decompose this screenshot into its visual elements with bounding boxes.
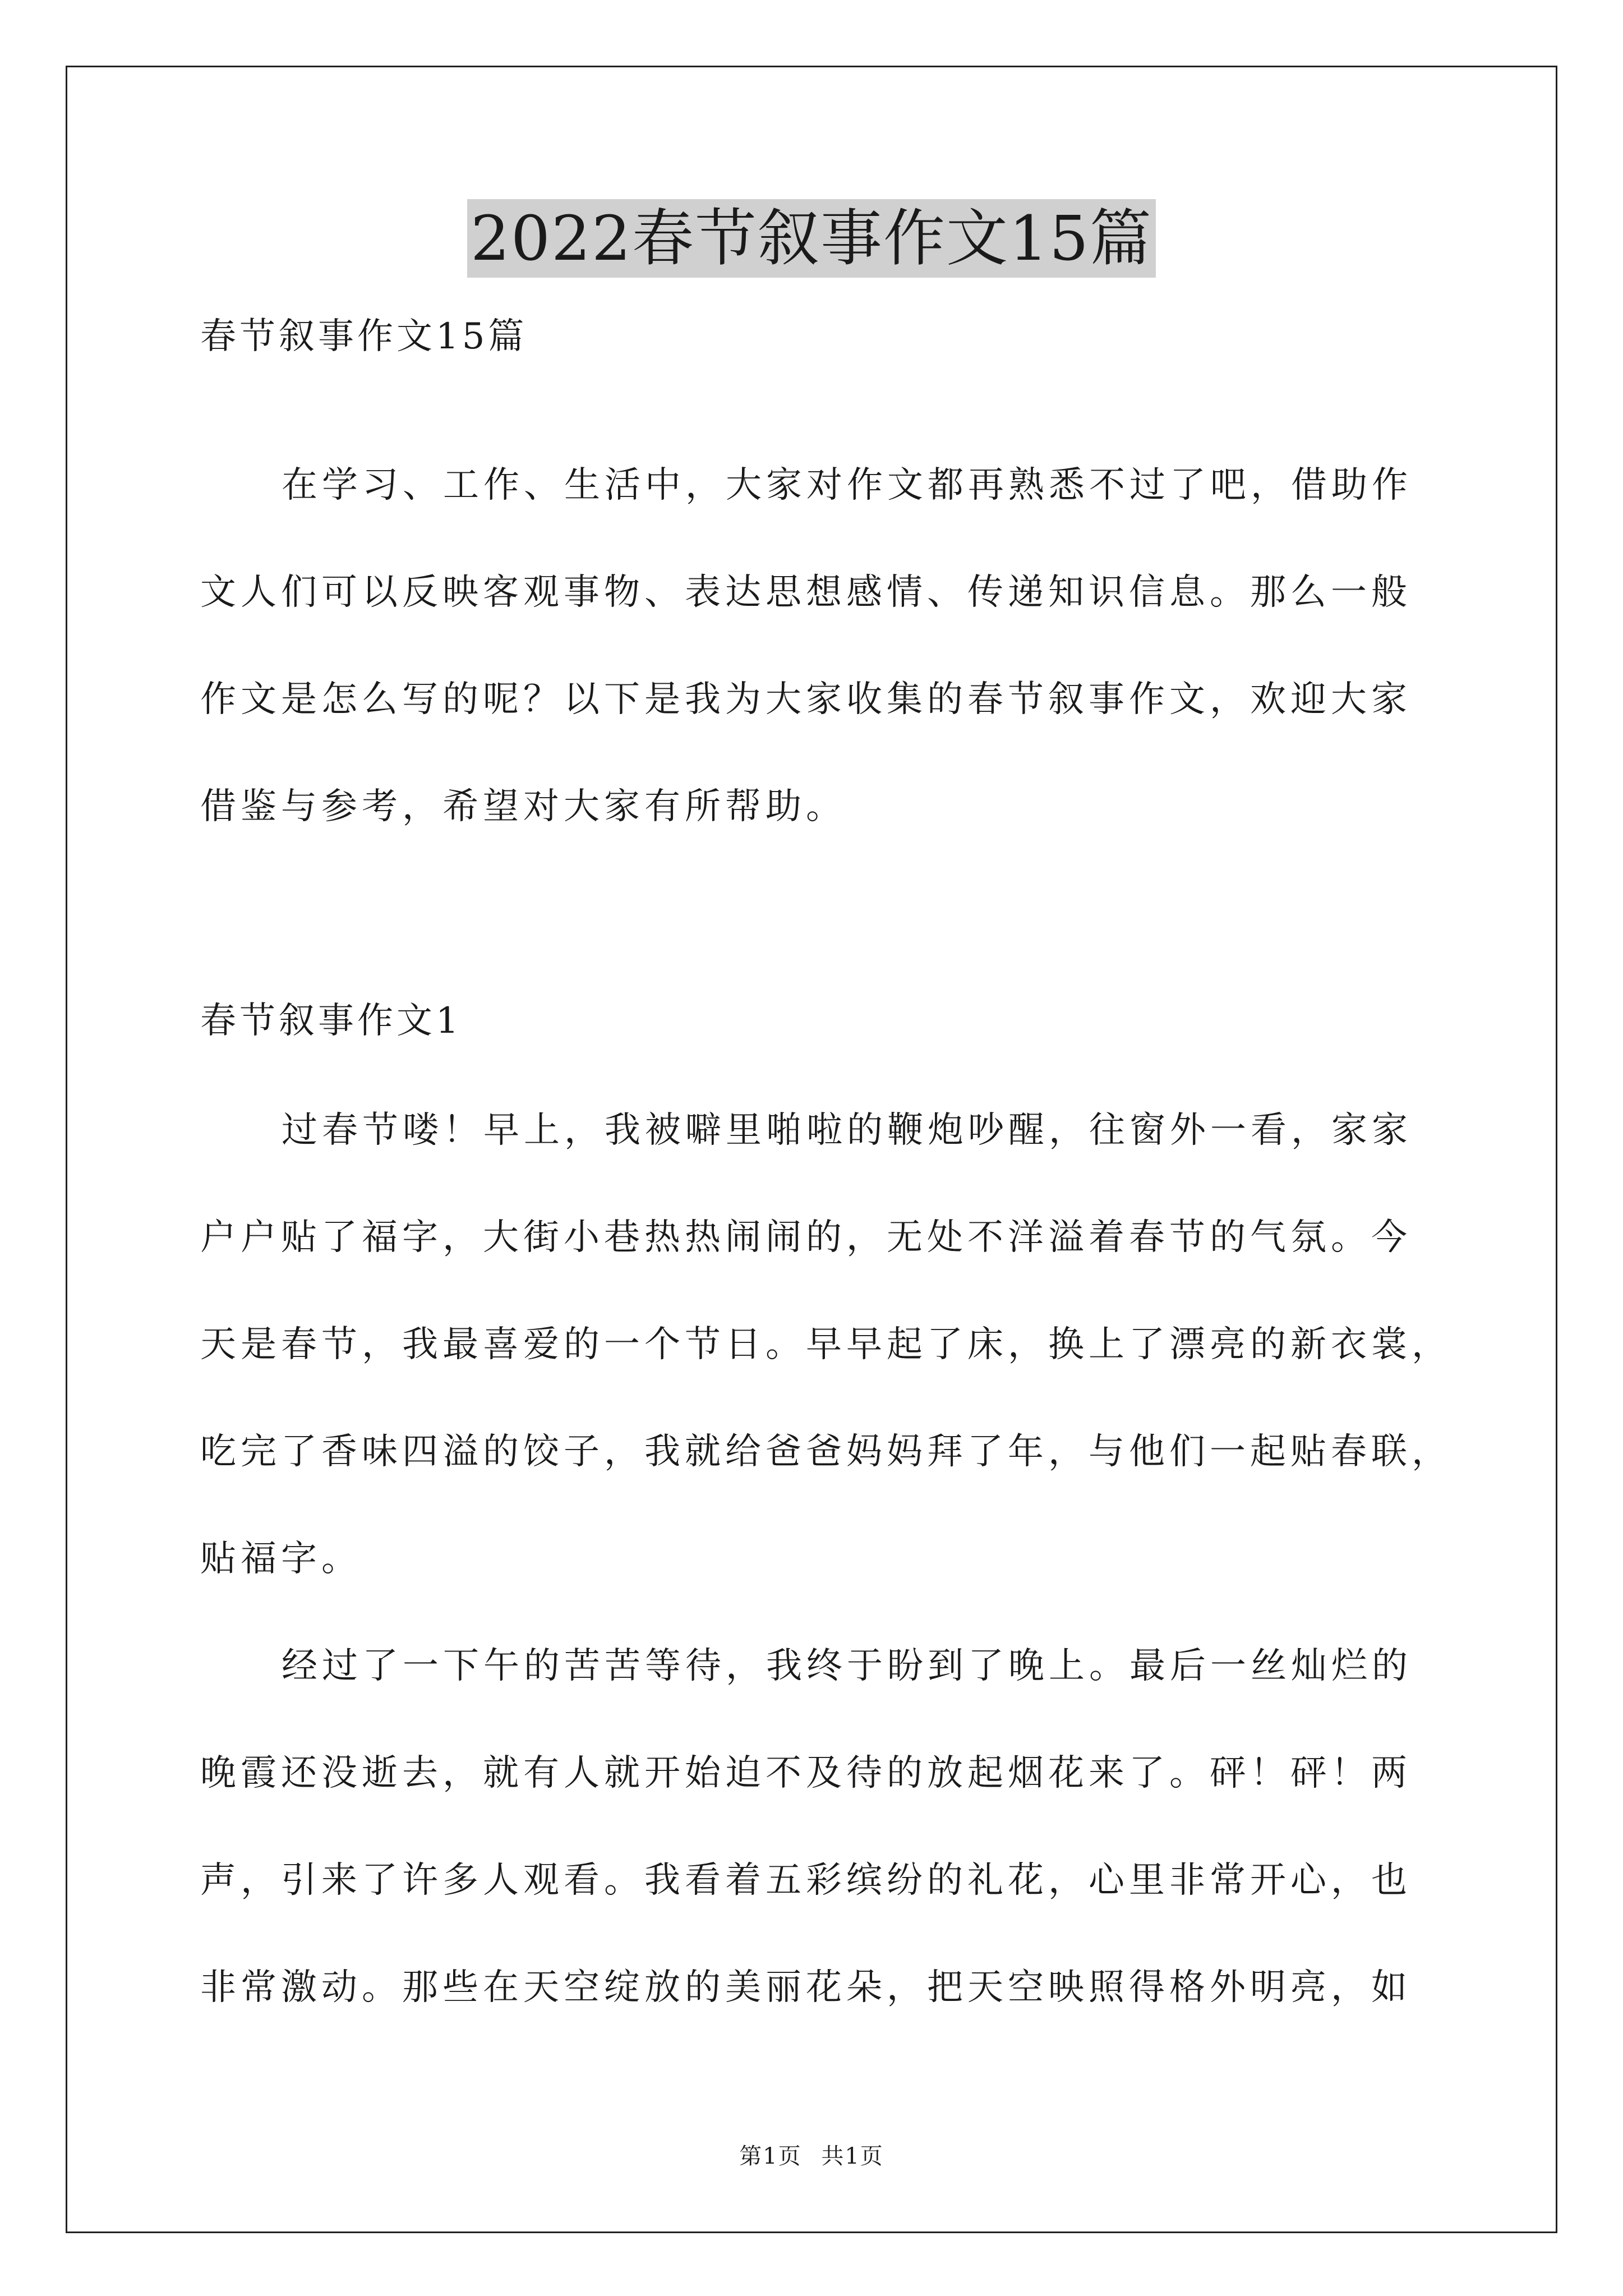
paragraph-line: 声，引来了许多人观看。我看着五彩缤纷的礼花，心里非常开心，也 — [200, 1860, 1412, 1901]
paragraph-line: 过春节喽！早上，我被噼里啪啦的鞭炮吵醒，往窗外一看，家家 — [282, 1110, 1412, 1151]
paragraph-line: 天是春节，我最喜爱的一个节日。早早起了床，换上了漂亮的新衣裳， — [200, 1324, 1452, 1365]
page-total: 共1页 — [821, 2143, 884, 2169]
intro-line: 在学习、工作、生活中，大家对作文都再熟悉不过了吧，借助作 — [282, 464, 1412, 506]
paragraph-line: 户户贴了福字，大街小巷热热闹闹的，无处不洋溢着春节的气氛。今 — [200, 1217, 1412, 1258]
document-subtitle: 春节叙事作文15篇 — [200, 316, 528, 357]
paragraph-line: 吃完了香味四溢的饺子，我就给爸爸妈妈拜了年，与他们一起贴春联， — [200, 1431, 1452, 1473]
section1-paragraph-1 — [200, 1108, 1452, 1644]
section1-paragraph-2 — [200, 1644, 1434, 2072]
paragraph-line: 非常激动。那些在天空绽放的美丽花朵，把天空映照得格外明亮，如 — [200, 1967, 1412, 2008]
intro-line: 借鉴与参考，希望对大家有所帮助。 — [200, 786, 846, 827]
document-title: 2022春节叙事作文15篇 — [467, 199, 1156, 278]
page-number: 第1页 — [739, 2143, 802, 2169]
paragraph-line: 贴福字。 — [200, 1538, 362, 1580]
intro-line: 文人们可以反映客观事物、表达思想感情、传递知识信息。那么一般 — [200, 572, 1412, 613]
intro-line: 作文是怎么写的呢？以下是我为大家收集的春节叙事作文，欢迎大家 — [200, 679, 1412, 720]
paragraph-line: 晚霞还没逝去，就有人就开始迫不及待的放起烟花来了。砰！砰！两 — [200, 1752, 1412, 1794]
intro-paragraph — [200, 463, 1434, 891]
section-heading: 春节叙事作文1 — [200, 1000, 462, 1042]
page-footer — [0, 2138, 1623, 2170]
paragraph-line: 经过了一下午的苦苦等待，我终于盼到了晚上。最后一丝灿烂的 — [282, 1645, 1412, 1687]
title-container — [0, 199, 1623, 278]
